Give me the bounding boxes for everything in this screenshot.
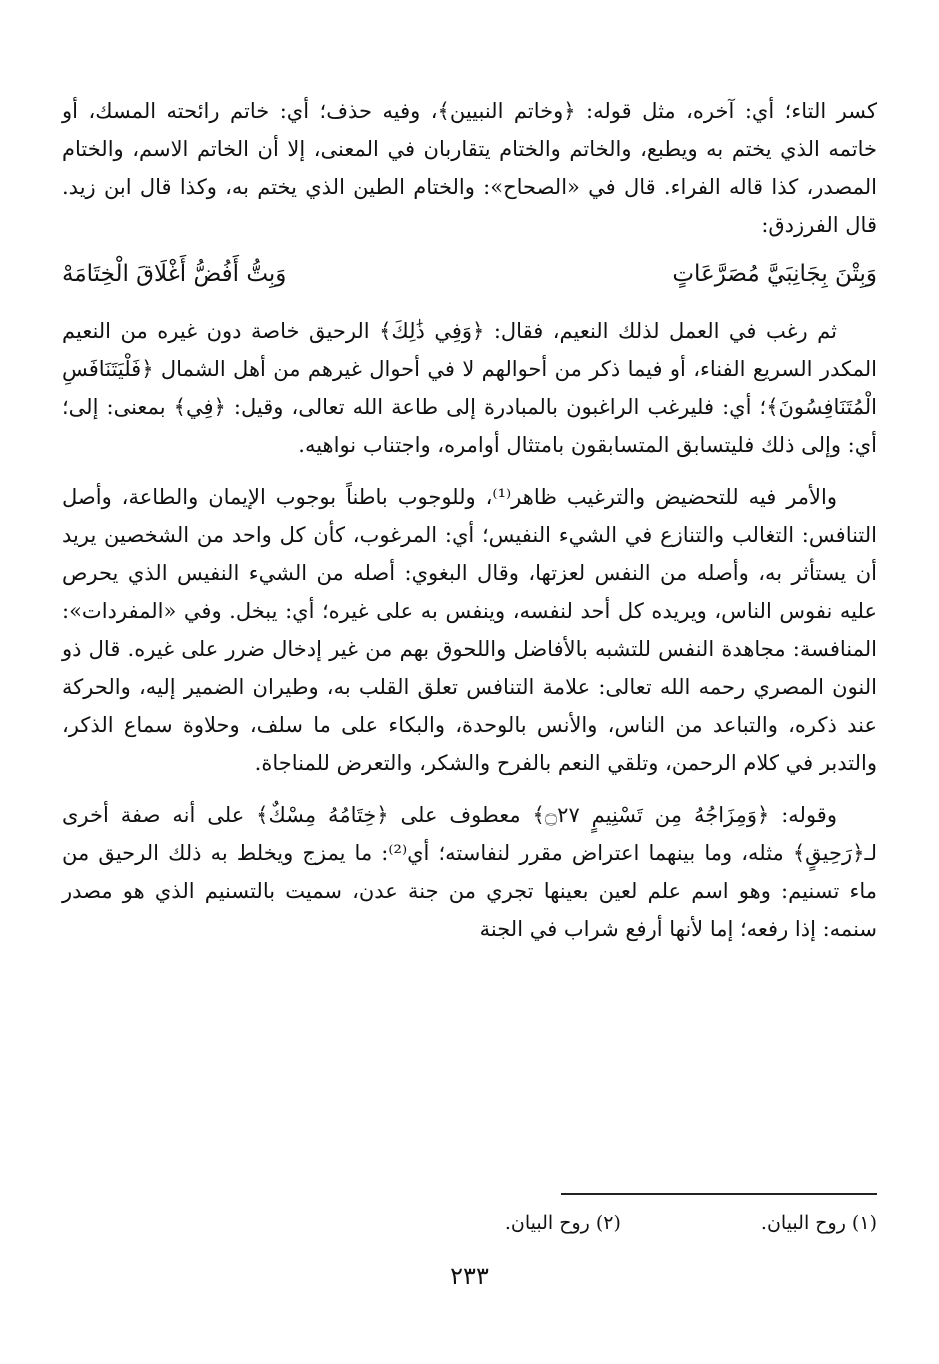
verse-second-hemistich: وَبِتُّ أَفُضُّ أَغْلَاقَ الْخِتَامَهْ <box>62 261 287 287</box>
poetry-verse <box>62 254 877 294</box>
paragraph-3: والأمر فيه للتحضيض والترغيب ظاهر⁽¹⁾، وللوجوب باطناً بوجوب الإيمان والطاعة، وأصل التنافس: التغالب والتنازع في الشيء النفيس؛ أي: المرغوب، كأن كل واحد من الشخصين يريد أن يستأثر به، وأصله من النفس لعزتها، وقال البغوي: أصله من الشيء النفيس الذي يحرص عليه نفوس الناس، ويريده كل أحد لنفسه، وينفس به على غيره؛ أي: يبخل. وفي «المفردات»: المنافسة: مجاهدة النفس للتشبه بالأفاضل واللحوق بهم من غير إدخال ضرر على غيره. قال ذو النون المصري رحمه الله تعالى: علامة التنافس تعلق القلب به، وطيران الضمير إليه، والحركة عند ذكره، والتباعد من الناس، والأنس بالوحدة، والبكاء على ما سلف، وحلاوة سماع الذكر، والتدبر في كلام الرحمن، وتلقي النعم بالفرح والشكر، والتعرض للمناجاة. <box>62 485 877 775</box>
footnotes <box>62 1208 877 1238</box>
paragraph-4: وقوله: ﴿وَمِزَاجُهُ مِن تَسْنِيمٍ ۝٢٧﴾ معطوف على ﴿خِتَامُهُ مِسْكٌ﴾ على أنه صفة أخرى لـ﴿رَحِيقٍ﴾ مثله، وما بينهما اعتراض مقرر لنفاسته؛ أي⁽²⁾: ما يمزج ويخلط به ذلك الرحيق من ماء تسنيم: وهو اسم علم لعين بعينها تجري من جنة عدن، سميت بالتسنيم الذي هو مصدر سنمه: إذا رفعه؛ إما لأنها أرفع شراب في الجنة <box>62 803 877 941</box>
paragraph-2: ثم رغب في العمل لذلك النعيم، فقال: ﴿وَفِي ذَٰلِكَ﴾ الرحيق خاصة دون غيره من النعيم المكدر السريع الفناء، أو فيما ذكر من أحوالهم لا في أحوال غيرهم من أهل الشمال ﴿فَلْيَتَنَافَسِ الْمُتَنَافِسُونَ﴾؛ أي: فليرغب الراغبون بالمبادرة إلى طاعة الله تعالى، وقيل: ﴿فِي﴾ بمعنى: إلى؛ أي: وإلى ذلك فليتسابق المتسابقون بامتثال أوامره، واجتناب نواهيه. <box>62 319 877 457</box>
page-number: ٢٣٣ <box>450 1262 489 1290</box>
paragraph-1: كسر التاء؛ أي: آخره، مثل قوله: ﴿وخاتم النبيين﴾، وفيه حذف؛ أي: خاتم رائحته المسك، أو خاتمه الذي يختم به ويطبع، والخاتم والختام يتقاربان في المعنى، إلا أن الخاتم الاسم، والختام المصدر، كذا قاله الفراء. قال في «الصحاح»: والختام الطين الذي يختم به، وكذا قال ابن زيد. قال الفرزدق: <box>62 99 878 237</box>
footnote-separator <box>561 1193 877 1195</box>
verse-first-hemistich: وَبِتْنَ بِجَانِبَيَّ مُصَرَّعَاتٍ <box>672 261 877 287</box>
footnote-1: (١) روح البيان. <box>760 1212 877 1234</box>
footnote-2: (٢) روح البيان. <box>504 1212 621 1234</box>
